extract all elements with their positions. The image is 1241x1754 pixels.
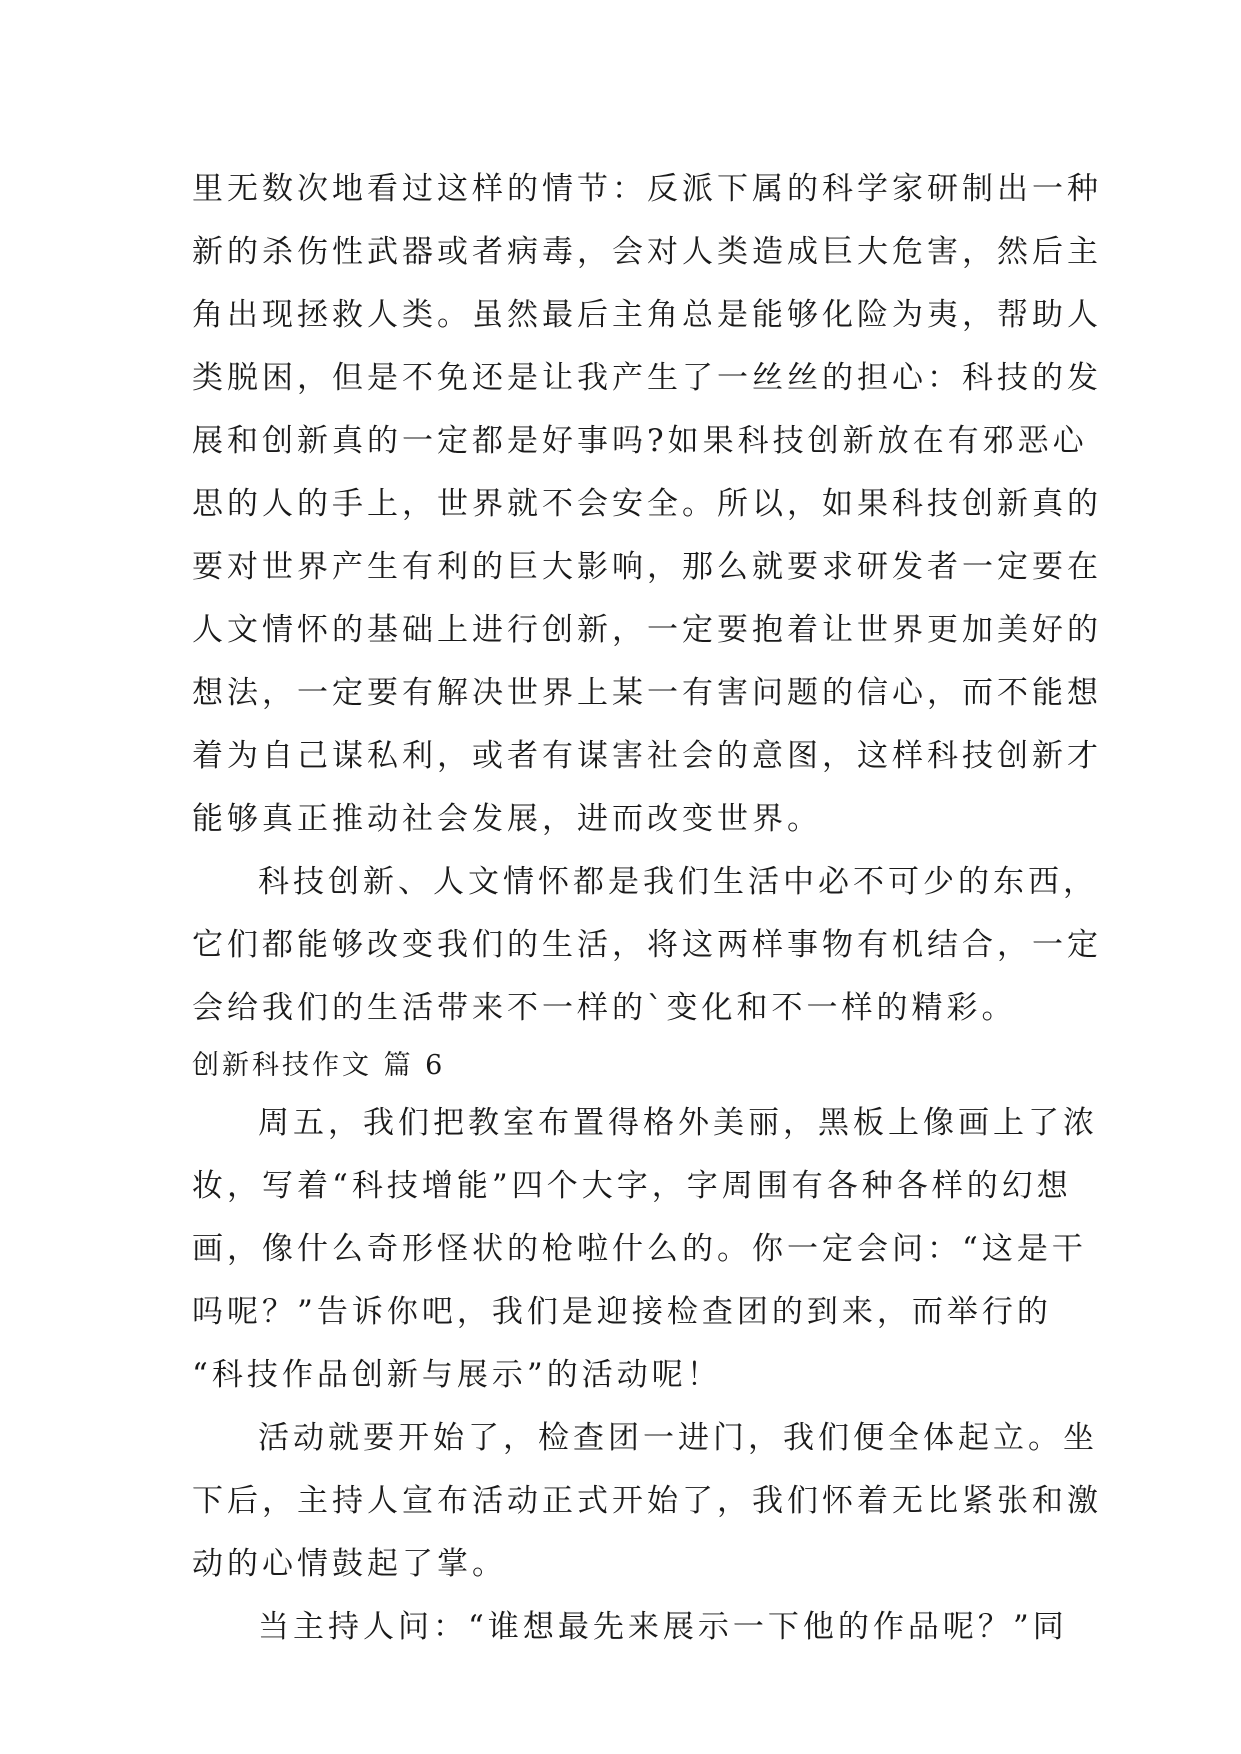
text-line: 会给我们的生活带来不一样的`变化和不一样的精彩。 <box>192 990 1017 1026</box>
paragraph <box>192 1092 1098 1407</box>
text-line: 周五，我们把教室布置得格外美丽，黑板上像画上了浓 <box>258 1105 1098 1141</box>
paragraph <box>192 158 1102 851</box>
text-line: 动的心情鼓起了掌。 <box>192 1546 507 1582</box>
text-line: 角出现拯救人类。虽然最后主角总是能够化险为夷，帮助人 <box>192 297 1102 333</box>
text-line: 下后，主持人宣布活动正式开始了，我们怀着无比紧张和激 <box>192 1483 1102 1519</box>
text-line: 想法，一定要有解决世界上某一有害问题的信心，而不能想 <box>192 675 1102 711</box>
text-line: 里无数次地看过这样的情节：反派下属的科学家研制出一种 <box>192 171 1102 207</box>
text-line: 妆，写着“科技增能”四个大字，字周围有各种各样的幻想 <box>192 1168 1072 1204</box>
document-body <box>192 158 1102 1659</box>
text-line: 它们都能够改变我们的生活，将这两样事物有机结合，一定 <box>192 927 1102 963</box>
text-line: 类脱困，但是不免还是让我产生了一丝丝的担心：科技的发 <box>192 360 1102 396</box>
text-line: 科技创新、人文情怀都是我们生活中必不可少的东西， <box>258 864 1098 900</box>
paragraph <box>192 1596 1068 1659</box>
text-line: “科技作品创新与展示”的活动呢！ <box>192 1357 722 1393</box>
text-line: 人文情怀的基础上进行创新，一定要抱着让世界更加美好的 <box>192 612 1102 648</box>
text-line: 展和创新真的一定都是好事吗?如果科技创新放在有邪恶心 <box>192 423 1088 459</box>
paragraph <box>192 1407 1102 1596</box>
text-line: 吗呢？”告诉你吧，我们是迎接检查团的到来，而举行的 <box>192 1294 1052 1330</box>
text-line: 能够真正推动社会发展，进而改变世界。 <box>192 801 822 837</box>
text-line: 新的杀伤性武器或者病毒，会对人类造成巨大危害，然后主 <box>192 234 1102 270</box>
section-heading: 创新科技作文 篇 6 <box>192 1050 446 1081</box>
text-line: 当主持人问：“谁想最先来展示一下他的作品呢？”同 <box>258 1609 1068 1645</box>
paragraph <box>192 851 1102 1040</box>
text-line: 活动就要开始了，检查团一进门，我们便全体起立。坐 <box>258 1420 1098 1456</box>
text-line: 画，像什么奇形怪状的枪啦什么的。你一定会问：“这是干 <box>192 1231 1087 1267</box>
text-line: 思的人的手上，世界就不会安全。所以，如果科技创新真的 <box>192 486 1102 522</box>
text-line: 要对世界产生有利的巨大影响，那么就要求研发者一定要在 <box>192 549 1102 585</box>
text-line: 着为自己谋私利，或者有谋害社会的意图，这样科技创新才 <box>192 738 1102 774</box>
